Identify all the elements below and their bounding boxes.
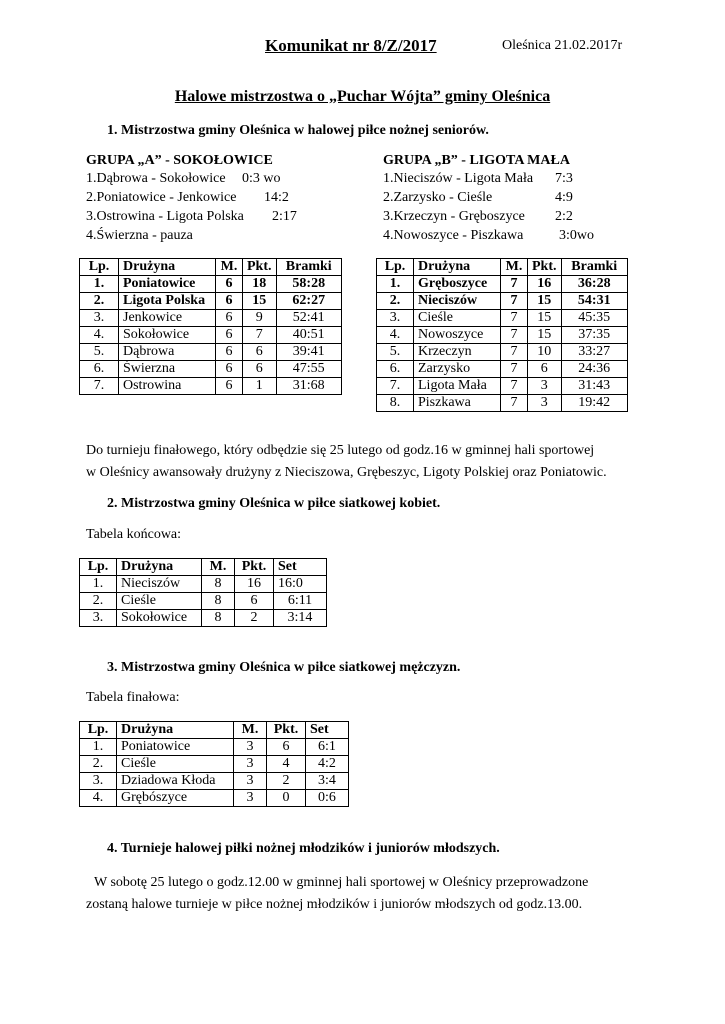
cell: 2. [377, 293, 414, 310]
cell: 3. [377, 310, 414, 327]
table-row [80, 739, 349, 756]
cell: 2 [267, 773, 306, 790]
cell: 2. [80, 593, 117, 610]
communique-title: Komunikat nr 8/Z/2017 [265, 36, 437, 55]
col-pts: Pkt. [235, 559, 274, 576]
cell: 0 [267, 790, 306, 807]
cell: 3:14 [274, 610, 327, 627]
cell: 19:42 [561, 395, 628, 412]
cell: 4:2 [306, 756, 349, 773]
col-lp: Lp. [377, 259, 414, 276]
cell: Sokołowice [117, 610, 202, 627]
match-row [383, 207, 683, 226]
table-row [80, 610, 327, 627]
finals-note-line2: w Oleśnicy awansowały drużyny z Nieciszowa, Grębeszyc, Ligoty Polskiej oraz Poniatowic. [86, 465, 607, 480]
col-pts: Pkt. [528, 259, 562, 276]
cell: 52:41 [276, 310, 342, 327]
col-lp: Lp. [80, 722, 117, 739]
youth-note-line2: zostaną halowe turnieje w piłce nożnej młodzików i juniorów młodszych od godz.13.00. [86, 897, 583, 912]
cell: 58:28 [276, 276, 342, 293]
cell: 7. [377, 378, 414, 395]
cell: 1 [243, 378, 277, 395]
finals-note-line1: Do turnieju finałowego, który odbędzie się 25 lutego od godz.16 w gminnej hali sportowej [86, 443, 595, 458]
match-score: 3:0wo [559, 228, 594, 243]
table-row [80, 327, 342, 344]
cell: 7 [243, 327, 277, 344]
table-row [80, 773, 349, 790]
youth-note-line1: W sobotę 25 lutego o godz.12.00 w gminnej hali sportowej w Oleśnicy przeprowadzone [94, 875, 589, 890]
cell: 7 [501, 395, 528, 412]
cell: 10 [528, 344, 562, 361]
cell: 4 [267, 756, 306, 773]
cell: 1. [377, 276, 414, 293]
cell: 16:0 [274, 576, 327, 593]
col-team: Drużyna [119, 259, 216, 276]
cell: 3 [528, 395, 562, 412]
cell: 3. [80, 773, 117, 790]
cell: 6 [216, 361, 243, 378]
col-m: M. [216, 259, 243, 276]
cell: 31:68 [276, 378, 342, 395]
group-b-table [376, 258, 628, 412]
cell: Grębószyce [117, 790, 234, 807]
match-teams: 2.Zarzysko - Cieśle [383, 190, 493, 205]
match-teams: 4.Nowoszyce - Piszkawa [383, 228, 524, 243]
cell: Jenkowice [119, 310, 216, 327]
table-header-row [377, 259, 628, 276]
col-set: Set [274, 559, 327, 576]
col-m: M. [202, 559, 235, 576]
table-row [80, 361, 342, 378]
cell: 5. [377, 344, 414, 361]
table-row [80, 576, 327, 593]
table-row [80, 378, 342, 395]
table-row [80, 293, 342, 310]
match-teams: 1.Nieciszów - Ligota Mała [383, 171, 534, 186]
cell: 1. [80, 276, 119, 293]
cell: 6 [243, 361, 277, 378]
cell: 6 [528, 361, 562, 378]
cell: 3. [80, 610, 117, 627]
cell: Ostrowina [119, 378, 216, 395]
cell: Gręboszyce [414, 276, 501, 293]
cell: 3 [234, 739, 267, 756]
cell: 15 [243, 293, 277, 310]
col-set: Set [306, 722, 349, 739]
cell: 16 [235, 576, 274, 593]
cell: 6 [235, 593, 274, 610]
cell: 8 [202, 576, 235, 593]
table-row [377, 293, 628, 310]
cell: 18 [243, 276, 277, 293]
group-a-matches [86, 169, 376, 245]
cell: Ligota Mała [414, 378, 501, 395]
cell: 6 [216, 344, 243, 361]
cell: 16 [528, 276, 562, 293]
col-m: M. [234, 722, 267, 739]
match-row [86, 207, 376, 226]
men-volleyball-table [79, 721, 349, 807]
cell: Cieśle [414, 310, 501, 327]
table-row [377, 344, 628, 361]
cell: Krzeczyn [414, 344, 501, 361]
cell: 36:28 [561, 276, 628, 293]
table-row [377, 395, 628, 412]
col-goals: Bramki [561, 259, 628, 276]
cell: 0:6 [306, 790, 349, 807]
cell: 8 [202, 593, 235, 610]
cell: 2. [80, 756, 117, 773]
match-row [383, 188, 683, 207]
cell: 4. [80, 327, 119, 344]
match-row [86, 169, 376, 188]
cell: 15 [528, 327, 562, 344]
cell: 54:31 [561, 293, 628, 310]
table-header-row [80, 722, 349, 739]
cell: Cieśle [117, 593, 202, 610]
cell: 45:35 [561, 310, 628, 327]
cell: Piszkawa [414, 395, 501, 412]
cell: 6 [216, 276, 243, 293]
cell: Poniatowice [119, 276, 216, 293]
cell: 6 [216, 310, 243, 327]
cell: 6 [216, 378, 243, 395]
finals-note [86, 440, 607, 484]
cell: 7 [501, 276, 528, 293]
col-goals: Bramki [276, 259, 342, 276]
cell: 8 [202, 610, 235, 627]
cell: 3. [80, 310, 119, 327]
match-teams: 2.Poniatowice - Jenkowice [86, 190, 237, 205]
cell: 7 [501, 378, 528, 395]
cell: 3:4 [306, 773, 349, 790]
cell: 8. [377, 395, 414, 412]
match-teams: 1.Dąbrowa - Sokołowice [86, 171, 226, 186]
table-row [377, 310, 628, 327]
cell: 15 [528, 310, 562, 327]
cell: Nowoszyce [414, 327, 501, 344]
cell: 2. [80, 293, 119, 310]
cell: 24:36 [561, 361, 628, 378]
cell: 6 [267, 739, 306, 756]
cell: 5. [80, 344, 119, 361]
match-teams: 3.Krzeczyn - Gręboszyce [383, 209, 525, 224]
cell: Sokołowice [119, 327, 216, 344]
match-score: 2:2 [555, 209, 573, 224]
match-teams: 4.Świerzna - pauza [86, 228, 193, 243]
cell: 33:27 [561, 344, 628, 361]
cell: 7 [501, 361, 528, 378]
main-title: Halowe mistrzostwa o „Puchar Wójta” gminy Oleśnica [174, 88, 551, 105]
table-row [377, 378, 628, 395]
cell: 3 [528, 378, 562, 395]
cell: 3 [234, 790, 267, 807]
group-a-table [79, 258, 342, 395]
cell: 6. [80, 361, 119, 378]
cell: 7 [501, 310, 528, 327]
cell: 4. [80, 790, 117, 807]
col-pts: Pkt. [243, 259, 277, 276]
cell: 7 [501, 293, 528, 310]
match-score: 7:3 [555, 171, 573, 186]
cell: 6:11 [274, 593, 327, 610]
cell: 15 [528, 293, 562, 310]
cell: Ligota Polska [119, 293, 216, 310]
match-score: 4:9 [555, 190, 573, 205]
section2-heading: 2. Mistrzostwa gminy Oleśnica w piłce siatkowej kobiet. [107, 496, 441, 511]
group-a-title: GRUPA „A” - SOKOŁOWICE [86, 153, 273, 168]
col-team: Drużyna [117, 559, 202, 576]
cell: Poniatowice [117, 739, 234, 756]
cell: Nieciszów [117, 576, 202, 593]
match-row [383, 169, 683, 188]
youth-tournament-note [86, 872, 588, 916]
cell: 2 [235, 610, 274, 627]
cell: 6 [216, 327, 243, 344]
col-pts: Pkt. [267, 722, 306, 739]
table-row [377, 276, 628, 293]
cell: 1. [80, 576, 117, 593]
group-b-matches [383, 169, 683, 245]
women-volleyball-table [79, 558, 327, 627]
group-b-title: GRUPA „B” - LIGOTA MAŁA [383, 153, 570, 168]
cell: Dziadowa Kłoda [117, 773, 234, 790]
place-date: Oleśnica 21.02.2017r [502, 38, 623, 53]
cell: 31:43 [561, 378, 628, 395]
table-row [80, 276, 342, 293]
table-row [377, 327, 628, 344]
cell: Zarzysko [414, 361, 501, 378]
table-row [80, 756, 349, 773]
cell: 7 [501, 327, 528, 344]
cell: 40:51 [276, 327, 342, 344]
table-header-row [80, 559, 327, 576]
table-row [80, 310, 342, 327]
cell: 39:41 [276, 344, 342, 361]
table-row [80, 344, 342, 361]
table-row [80, 790, 349, 807]
cell: 1. [80, 739, 117, 756]
cell: Cieśle [117, 756, 234, 773]
section3-subtitle: Tabela finałowa: [86, 690, 180, 705]
cell: 6:1 [306, 739, 349, 756]
cell: Nieciszów [414, 293, 501, 310]
col-team: Drużyna [117, 722, 234, 739]
cell: 6 [243, 344, 277, 361]
match-score: 2:17 [272, 209, 297, 224]
match-score: 14:2 [264, 190, 289, 205]
section4-heading: 4. Turnieje halowej piłki nożnej młodzików i juniorów młodszych. [107, 841, 500, 856]
cell: 6 [216, 293, 243, 310]
table-row [377, 361, 628, 378]
cell: 4. [377, 327, 414, 344]
cell: 9 [243, 310, 277, 327]
match-row [86, 226, 376, 245]
col-m: M. [501, 259, 528, 276]
cell: 3 [234, 756, 267, 773]
match-score: 0:3 wo [242, 171, 281, 186]
cell: 3 [234, 773, 267, 790]
section3-heading: 3. Mistrzostwa gminy Oleśnica w piłce siatkowej mężczyzn. [107, 660, 461, 675]
match-row [86, 188, 376, 207]
match-teams: 3.Ostrowina - Ligota Polska [86, 209, 244, 224]
cell: 7. [80, 378, 119, 395]
cell: Dąbrowa [119, 344, 216, 361]
cell: Świerzna [119, 361, 216, 378]
col-lp: Lp. [80, 259, 119, 276]
section1-heading: 1. Mistrzostwa gminy Oleśnica w halowej piłce nożnej seniorów. [107, 123, 489, 138]
col-lp: Lp. [80, 559, 117, 576]
cell: 47:55 [276, 361, 342, 378]
col-team: Drużyna [414, 259, 501, 276]
cell: 37:35 [561, 327, 628, 344]
cell: 6. [377, 361, 414, 378]
match-row [383, 226, 683, 245]
cell: 7 [501, 344, 528, 361]
table-row [80, 593, 327, 610]
table-header-row [80, 259, 342, 276]
section2-subtitle: Tabela końcowa: [86, 527, 182, 542]
cell: 62:27 [276, 293, 342, 310]
